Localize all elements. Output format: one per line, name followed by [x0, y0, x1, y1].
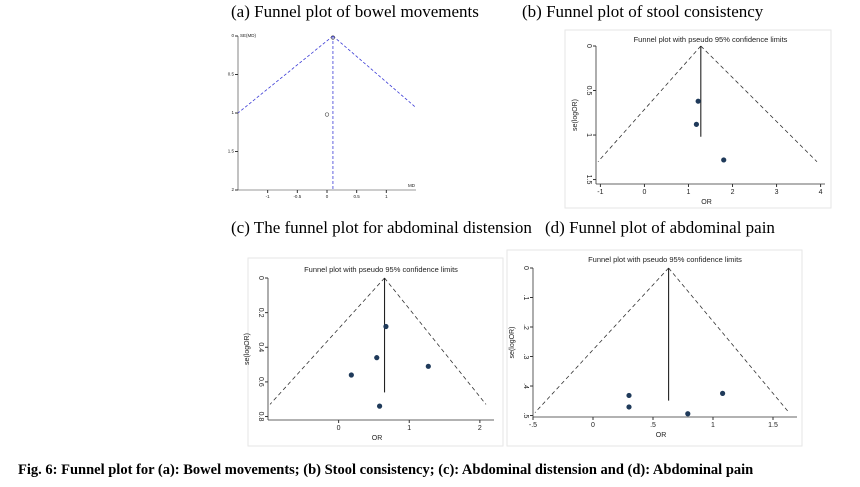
x-tick-label: 1 [711, 422, 715, 429]
y-tick-label: 1 [585, 133, 593, 137]
x-tick-label: 1 [407, 425, 412, 432]
funnel-plot-b [565, 30, 831, 208]
y-tick-label: 1.5 [585, 174, 593, 185]
y-tick-label: 0.8 [257, 411, 265, 422]
funnel-limit-left [238, 36, 333, 113]
panel-title-a: (a) Funnel plot of bowel movements [231, 2, 479, 21]
y-tick-label: .3 [522, 353, 530, 360]
x-tick-label: 4 [818, 189, 823, 196]
study-point [383, 324, 388, 329]
plot-frame [565, 30, 831, 208]
y-tick-label: 0.6 [257, 377, 265, 387]
y-tick-label: 0 [231, 33, 234, 39]
chart-title: Funnel plot with pseudo 95% confidence limits [588, 255, 742, 264]
y-axis-label: SE(MD) [240, 33, 256, 38]
y-tick-label: 0 [257, 276, 265, 280]
plot-frame [248, 258, 503, 446]
study-point [721, 157, 726, 162]
y-tick-label: 0.4 [257, 342, 265, 353]
y-axis-label: se(logOR) [572, 99, 579, 131]
y-axis-label: se(logOR) [244, 333, 251, 365]
study-point [694, 122, 699, 127]
study-point [696, 99, 701, 104]
study-point [685, 411, 690, 416]
y-tick-label: 1.5 [227, 148, 234, 154]
study-point [626, 404, 631, 409]
y-axis-label: se(logOR) [509, 326, 516, 359]
y-tick-label: 0 [522, 266, 530, 270]
x-axis-label: OR [655, 432, 667, 439]
panel-title-c: (c) The funnel plot for abdominal distension [231, 218, 532, 237]
x-axis-label: OR [371, 435, 383, 442]
x-tick-label: -0.5 [293, 194, 302, 199]
x-axis-label: MD [408, 183, 415, 188]
funnel-plot-c [244, 258, 503, 446]
y-tick-label: .4 [522, 383, 530, 389]
x-tick-label: 1.5 [768, 422, 778, 429]
y-tick-label: .2 [522, 324, 530, 330]
panel-title-b: (b) Funnel plot of stool consistency [522, 2, 764, 21]
chart-title: Funnel plot with pseudo 95% confidence limits [633, 35, 788, 44]
y-tick-label: .1 [522, 294, 530, 301]
y-tick-label: .5 [522, 412, 530, 419]
figure-caption: Fig. 6: Funnel plot for (a): Bowel movements; (b) Stool consistency; (c): Abdominal distension and (d): Abdominal pain [18, 462, 754, 478]
x-tick-label: .5 [650, 422, 656, 429]
x-tick-label: 0.5 [353, 194, 360, 199]
x-tick-label: 0 [336, 425, 341, 432]
x-tick-label: 2 [730, 189, 735, 196]
x-tick-label: 3 [774, 189, 779, 196]
x-tick-label: 0 [325, 194, 329, 199]
y-tick-label: 0 [585, 44, 593, 48]
panel-title-d: (d) Funnel plot of abdominal pain [545, 218, 775, 237]
y-tick-label: 0.5 [227, 71, 234, 77]
chart-title: Funnel plot with pseudo 95% confidence limits [304, 265, 458, 274]
x-tick-label: 2 [477, 425, 482, 432]
x-tick-label: -1 [265, 194, 270, 199]
study-point [374, 355, 379, 360]
x-axis-label: OR [701, 199, 712, 206]
x-tick-label: 0 [591, 422, 595, 429]
study-point [325, 113, 329, 117]
x-tick-label: -1 [597, 189, 604, 196]
y-tick-label: 0.5 [585, 85, 593, 96]
x-tick-label: 0 [642, 189, 647, 196]
funnel-plot-d [507, 250, 802, 446]
funnel-limit-right [333, 36, 416, 108]
x-tick-label: 1 [385, 194, 388, 199]
y-tick-label: 2 [231, 187, 234, 193]
y-tick-label: 1 [231, 110, 234, 116]
x-tick-label: -.5 [528, 422, 538, 429]
study-point [720, 391, 725, 396]
funnel-plot-a [228, 33, 416, 199]
study-point [377, 404, 382, 409]
x-tick-label: 1 [686, 189, 691, 196]
study-point [426, 364, 431, 369]
y-tick-label: 0.2 [257, 307, 265, 318]
study-point [626, 393, 631, 398]
study-point [349, 372, 354, 377]
